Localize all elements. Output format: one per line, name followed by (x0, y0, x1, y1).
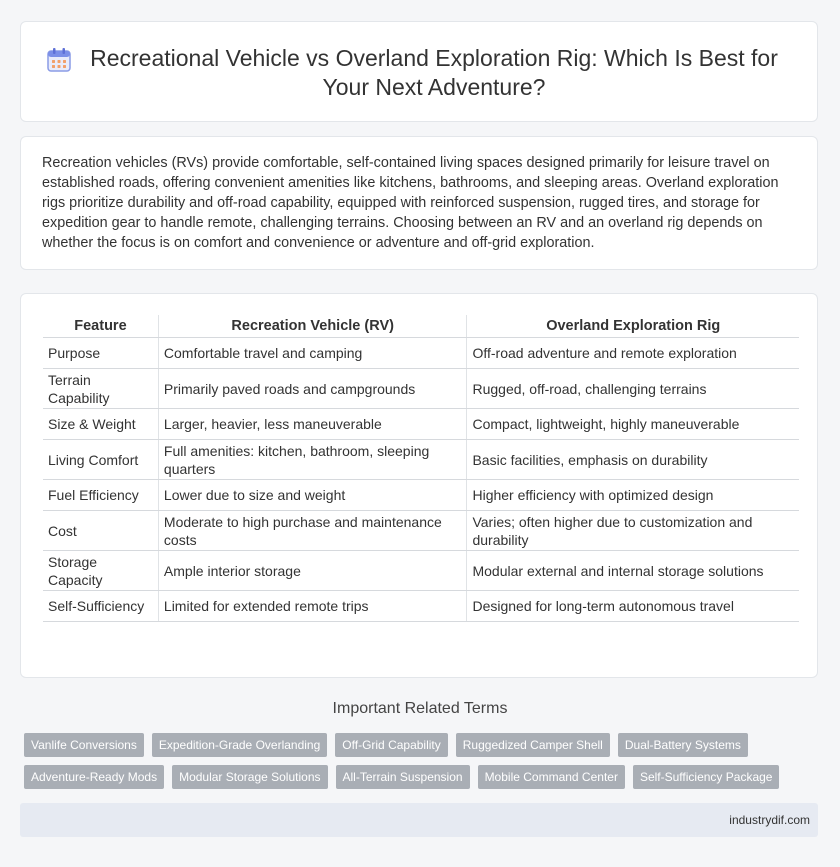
related-tag[interactable]: Modular Storage Solutions (172, 765, 327, 789)
rv-cell: Ample interior storage (158, 551, 467, 591)
overland-cell: Basic facilities, emphasis on durability (467, 440, 799, 480)
feature-cell: Fuel Efficiency (43, 480, 158, 511)
rv-cell: Larger, heavier, less maneuverable (158, 409, 467, 440)
related-tag[interactable]: Adventure-Ready Mods (24, 765, 164, 789)
header-overland: Overland Exploration Rig (467, 315, 799, 338)
intro-paragraph: Recreation vehicles (RVs) provide comfortable, self-contained living spaces designed primarily for leisure travel on established roads, offering convenient amenities like kitchens, bathrooms, and sleeping areas. Overland exploration rigs prioritize durability and off-road capability, equipped with reinforced suspension, rugged tires, and storage for expedition gear to handle remote, challenging terrains. Choosing between an RV and an overland rig depends on whether the focus is on comfort and convenience or adventure and off-grid exploration. (42, 155, 779, 251)
related-tag[interactable]: Ruggedized Camper Shell (456, 733, 610, 757)
table-header-row (43, 315, 799, 338)
related-tags-row-2 (24, 765, 787, 789)
overland-cell: Compact, lightweight, highly maneuverable (467, 409, 799, 440)
rv-cell: Limited for extended remote trips (158, 591, 467, 622)
rv-cell: Full amenities: kitchen, bathroom, sleeping quarters (158, 440, 467, 480)
table-row (43, 440, 799, 480)
feature-cell: Self-Sufficiency (43, 591, 158, 622)
table-row (43, 369, 799, 409)
title-wrap (45, 44, 805, 102)
table-row (43, 591, 799, 622)
header-feature: Feature (43, 315, 158, 338)
related-tag[interactable]: Mobile Command Center (478, 765, 625, 789)
calendar-icon (45, 46, 73, 74)
related-tag[interactable]: All-Terrain Suspension (336, 765, 470, 789)
related-tag[interactable]: Off-Grid Capability (335, 733, 447, 757)
related-tag[interactable]: Self-Sufficiency Package (633, 765, 780, 789)
feature-cell: Purpose (43, 338, 158, 369)
rv-cell: Primarily paved roads and campgrounds (158, 369, 467, 409)
overland-cell: Rugged, off-road, challenging terrains (467, 369, 799, 409)
feature-cell: Storage Capacity (43, 551, 158, 591)
table-row (43, 551, 799, 591)
overland-cell: Modular external and internal storage solutions (467, 551, 799, 591)
comparison-card (20, 293, 818, 678)
overland-cell: Designed for long-term autonomous travel (467, 591, 799, 622)
overland-cell: Varies; often higher due to customization and durability (467, 511, 799, 551)
rv-cell: Comfortable travel and camping (158, 338, 467, 369)
overland-cell: Higher efficiency with optimized design (467, 480, 799, 511)
table-row (43, 480, 799, 511)
footer-site-link[interactable]: industrydif.com (729, 813, 810, 827)
related-tag[interactable]: Vanlife Conversions (24, 733, 144, 757)
table-row (43, 409, 799, 440)
feature-cell: Cost (43, 511, 158, 551)
rv-cell: Moderate to high purchase and maintenance costs (158, 511, 467, 551)
header-rv: Recreation Vehicle (RV) (158, 315, 467, 338)
table-row (43, 338, 799, 369)
page-title: Recreational Vehicle vs Overland Exploration Rig: Which Is Best for Your Next Adventure? (90, 45, 778, 100)
overland-cell: Off-road adventure and remote exploration (467, 338, 799, 369)
intro-card (20, 136, 818, 270)
comparison-table (43, 315, 799, 622)
title-card (20, 21, 818, 122)
feature-cell: Terrain Capability (43, 369, 158, 409)
footer (20, 803, 818, 837)
related-terms-heading: Important Related Terms (332, 700, 508, 717)
table-row (43, 511, 799, 551)
related-tag[interactable]: Expedition-Grade Overlanding (152, 733, 327, 757)
rv-cell: Lower due to size and weight (158, 480, 467, 511)
feature-cell: Living Comfort (43, 440, 158, 480)
related-tags-row-1 (24, 733, 756, 757)
related-tag[interactable]: Dual-Battery Systems (618, 733, 748, 757)
feature-cell: Size & Weight (43, 409, 158, 440)
